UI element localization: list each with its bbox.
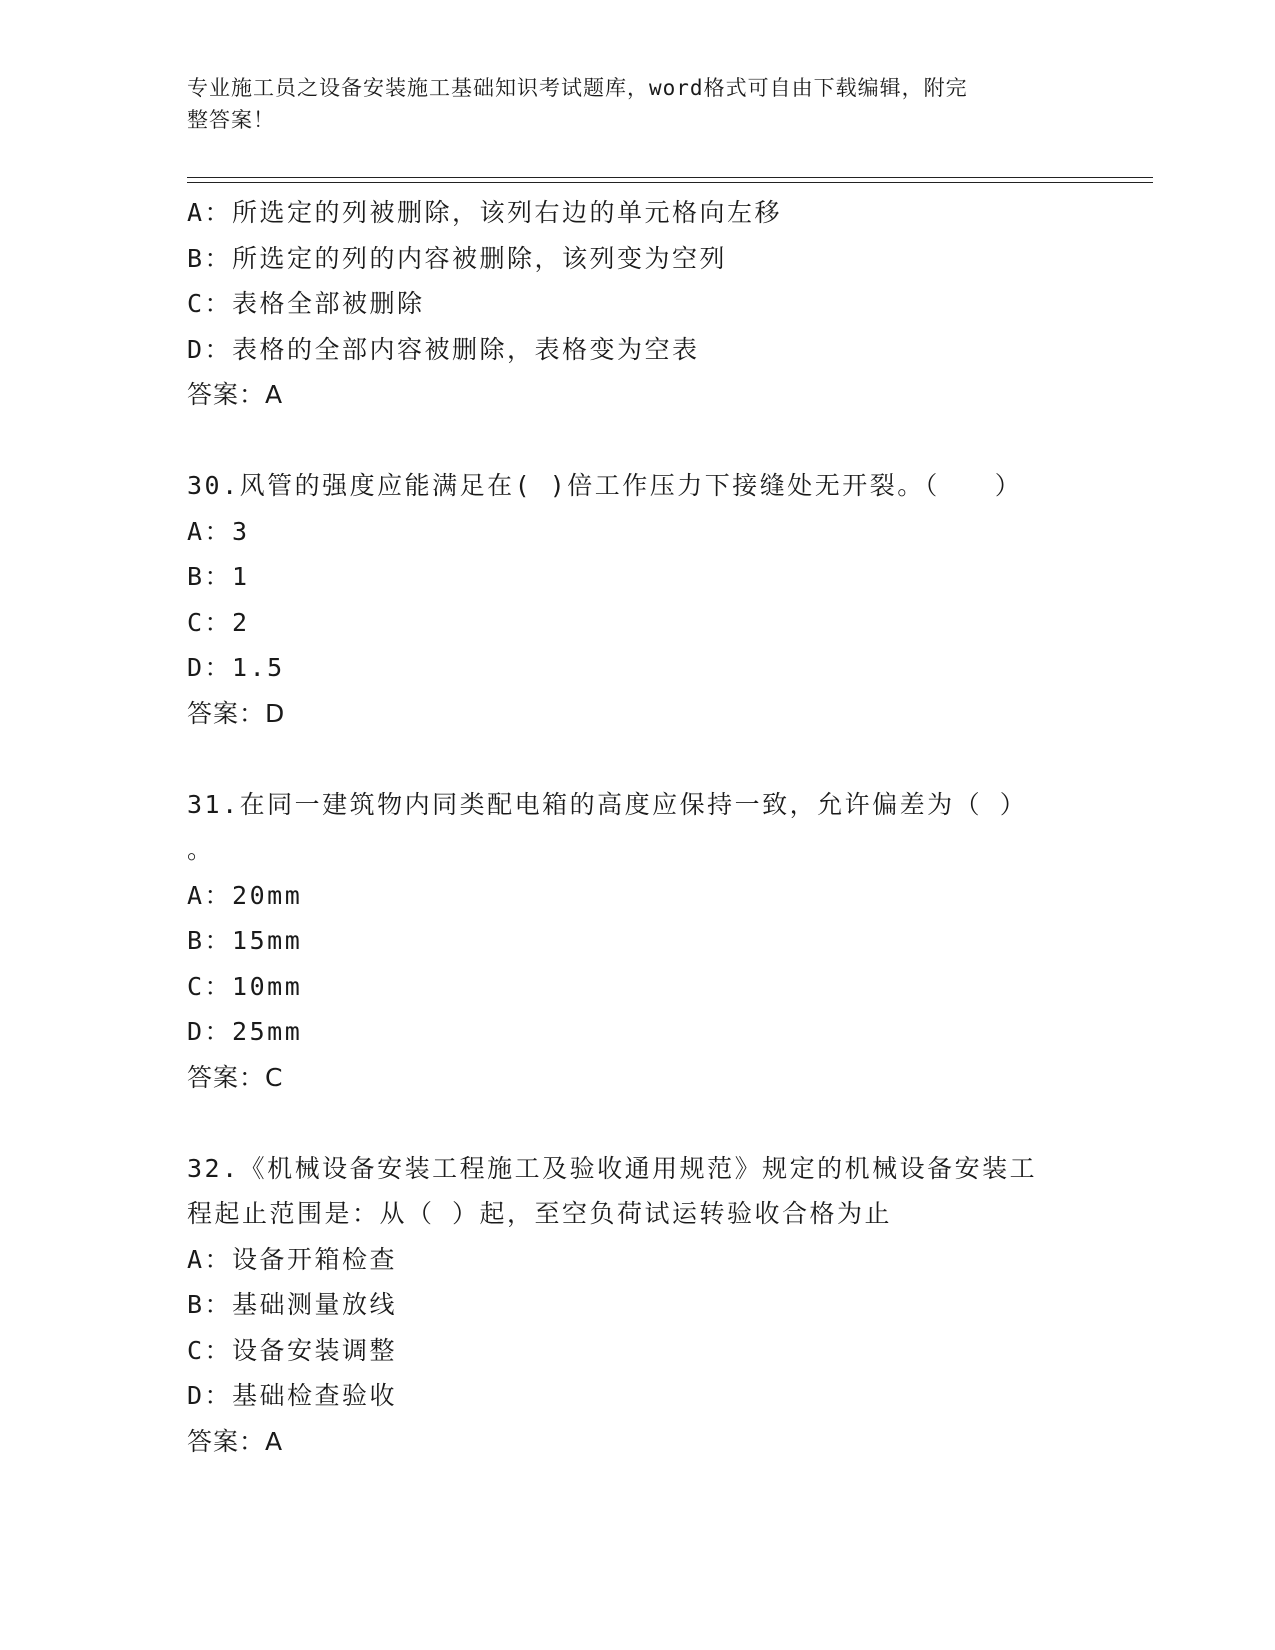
header-divider-bottom [187, 182, 1153, 183]
question-content [187, 190, 1087, 1464]
document-header [187, 72, 1067, 136]
q30-option-c: C：2 [187, 607, 250, 637]
q30-option-a: A：3 [187, 516, 250, 546]
question-31-block [187, 782, 1087, 1101]
question-29-block [187, 190, 1087, 418]
q30-answer: 答案：D [187, 698, 286, 728]
q32-option-c: C：设备安装调整 [187, 1335, 398, 1365]
header-divider-top [187, 177, 1153, 178]
q29-option-c: C：表格全部被删除 [187, 289, 425, 318]
spacer [187, 736, 1087, 782]
q30-option-d: D：1.5 [187, 653, 285, 682]
header-line-1: 专业施工员之设备安装施工基础知识考试题库，word格式可自由下载编辑，附完 [187, 76, 968, 100]
q32-question-line-1: 32.《机械设备安装工程施工及验收通用规范》规定的机械设备安装工 [187, 1153, 1038, 1183]
question-30-block [187, 463, 1087, 736]
q29-option-b: B：所选定的列的内容被删除，该列变为空列 [187, 243, 728, 273]
question-32-block [187, 1146, 1087, 1465]
q32-option-d: D：基础检查验收 [187, 1381, 398, 1410]
q31-option-d: D：25mm [187, 1017, 303, 1046]
q32-option-b: B：基础测量放线 [187, 1290, 398, 1319]
q32-question-line-2: 程起止范围是：从（ ）起，至空负荷试运转验收合格为止 [187, 1199, 893, 1228]
q29-option-a: A：所选定的列被删除，该列右边的单元格向左移 [187, 198, 783, 227]
q31-option-c: C：10mm [187, 971, 303, 1001]
q31-option-a: A：20mm [187, 880, 303, 910]
q31-answer: 答案：C [187, 1062, 284, 1092]
q32-answer: 答案：A [187, 1426, 284, 1456]
q30-option-b: B：1 [187, 562, 250, 591]
q31-question-line-2: 。 [187, 835, 215, 864]
q31-option-b: B：15mm [187, 926, 303, 955]
q32-option-a: A：设备开箱检查 [187, 1244, 398, 1274]
q29-answer: 答案：A [187, 380, 284, 409]
spacer [187, 1100, 1087, 1146]
q29-option-d: D：表格的全部内容被删除，表格变为空表 [187, 334, 700, 364]
header-line-2: 整答案！ [187, 108, 275, 132]
q31-question-line-1: 31.在同一建筑物内同类配电箱的高度应保持一致，允许偏差为（ ） [187, 789, 1028, 819]
q30-question: 30.风管的强度应能满足在( )倍工作压力下接缝处无开裂。（ ） [187, 471, 1023, 500]
spacer [187, 418, 1087, 464]
